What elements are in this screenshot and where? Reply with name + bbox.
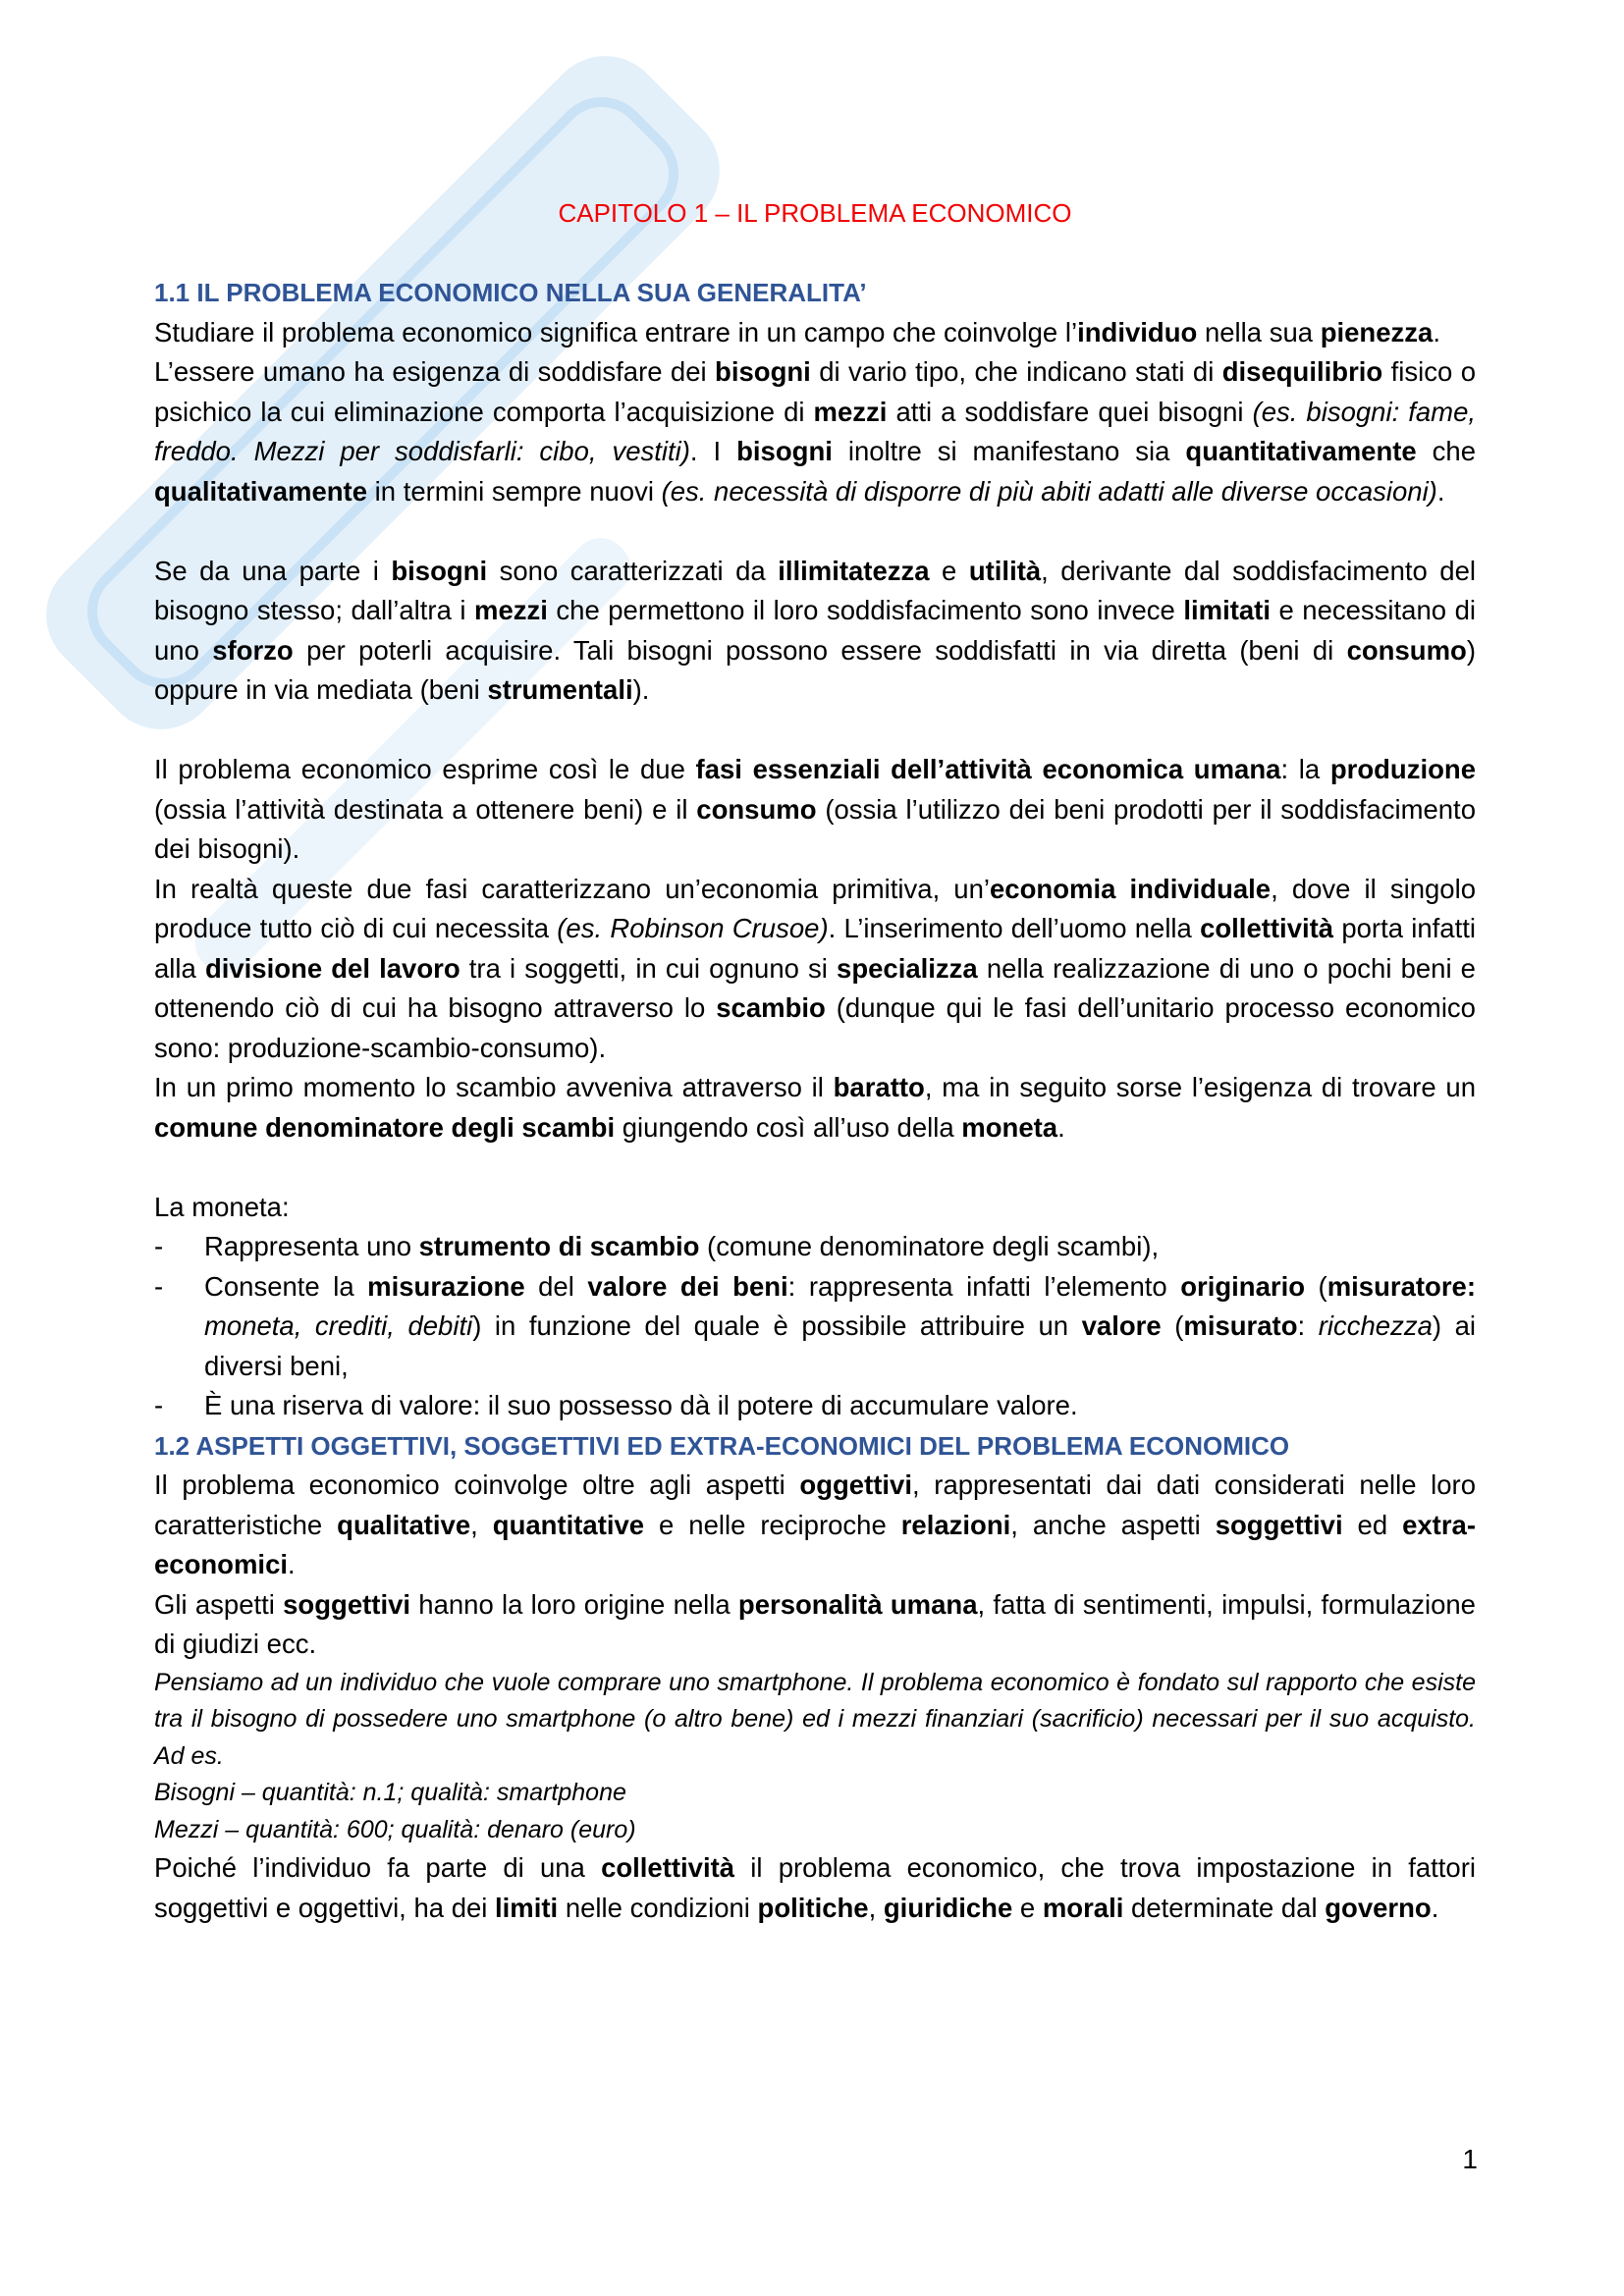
page-content xyxy=(154,193,1476,1928)
text-run: di vario tipo, che indicano stati di xyxy=(810,356,1222,387)
example-text: Pensiamo ad un individuo che vuole comprare uno smartphone. Il problema economico è fondato sul rapporto che esiste tra il bisogno di possedere uno smartphone (o altro bene) ed i mezzi finanziari (sacrificio) necessari per il suo acquisto. Ad es. xyxy=(154,1668,1476,1770)
bold-term: qualitative xyxy=(337,1509,471,1540)
text-run: Consente la xyxy=(204,1270,368,1302)
list-bullet: - xyxy=(154,1390,164,1420)
example-needs-line: Bisogni – quantità: n.1; qualità: smartphone xyxy=(154,1779,626,1806)
text-run: , rappresentati dai dati considerati nelle loro caratteristiche xyxy=(154,1469,1476,1540)
paragraph xyxy=(154,352,1476,511)
bold-term: valore dei beni xyxy=(587,1270,788,1302)
text-run: ) ai diversi beni, xyxy=(204,1310,1476,1381)
text-run: Poiché l’individuo fa parte di una xyxy=(154,1852,602,1883)
bold-term: disequilibrio xyxy=(1221,356,1383,387)
list-item xyxy=(154,1227,1476,1267)
section-1-2 xyxy=(154,1426,1476,1929)
text-run: La moneta: xyxy=(154,1191,290,1222)
bold-term: limiti xyxy=(495,1892,559,1923)
text-run: . xyxy=(1436,475,1445,507)
section-1-1 xyxy=(154,273,1476,1426)
text-run: che permettono il loro soddisfacimento sono invece xyxy=(547,595,1184,625)
text-run: . xyxy=(1057,1111,1065,1143)
bold-term: politiche xyxy=(757,1892,869,1923)
money-functions-list xyxy=(154,1227,1476,1426)
text-run: , xyxy=(868,1892,884,1923)
text-run: : la xyxy=(1280,754,1330,784)
text-run: fisico o psichico la cui eliminazione comporta l’acquisizione di xyxy=(154,356,1476,427)
bold-term: specializza xyxy=(837,952,978,984)
italic-example: ricchezza xyxy=(1318,1310,1433,1341)
text-run: e necessitano di uno xyxy=(154,595,1476,666)
text-run: Se da una parte i xyxy=(154,555,392,586)
paragraph xyxy=(154,1068,1476,1148)
list-item-text xyxy=(204,1390,1078,1420)
list-bullet: - xyxy=(154,1270,164,1302)
paragraph xyxy=(154,1585,1476,1665)
text-run: ) in funzione del quale è possibile attribuire un xyxy=(472,1310,1082,1341)
bold-term: oggettivi xyxy=(799,1469,912,1500)
text-run: , dove il singolo produce tutto ciò di cui necessita xyxy=(154,873,1476,943)
text-run: È una riserva di valore: il suo possesso dà il potere di accumulare valore. xyxy=(204,1390,1078,1420)
bold-term: collettività xyxy=(601,1852,735,1883)
bold-term: collettività xyxy=(1200,913,1334,943)
text-run: porta infatti alla xyxy=(154,913,1476,984)
text-run: Il problema economico coinvolge oltre agli aspetti xyxy=(154,1469,800,1500)
text-run: per poterli acquisire. Tali bisogni possono essere soddisfatti in via diretta (beni di xyxy=(293,634,1347,666)
example-block xyxy=(154,1665,1476,1849)
text-run: e xyxy=(1012,1892,1043,1923)
paragraph xyxy=(154,1466,1476,1585)
text-run: tra i soggetti, in cui ognuno si xyxy=(460,952,838,984)
bold-term: comune denominatore degli scambi xyxy=(154,1111,616,1143)
bold-term: consumo xyxy=(1346,634,1467,666)
text-run: ) oppure in via mediata (beni xyxy=(154,634,1476,705)
bold-term: illimitatezza xyxy=(778,555,930,586)
text-run: . xyxy=(1433,316,1440,347)
bold-term: morali xyxy=(1042,1892,1124,1923)
bold-term: consumo xyxy=(696,793,817,825)
italic-example: (es. bisogni: fame, freddo. Mezzi per soddisfarli: cibo, vestiti) xyxy=(154,396,1477,466)
bold-term: valore xyxy=(1081,1310,1162,1341)
text-run: , xyxy=(470,1509,493,1540)
text-run: L’essere umano ha esigenza di soddisfare dei xyxy=(154,356,716,387)
bold-term: utilità xyxy=(968,555,1042,586)
text-run: , fatta di sentimenti, impulsi, formulazione di giudizi ecc. xyxy=(154,1588,1476,1659)
text-run: . xyxy=(1431,1892,1439,1923)
bold-term: divisione del lavoro xyxy=(204,952,460,984)
paragraph xyxy=(154,313,1476,353)
bold-term: bisogni xyxy=(715,356,811,387)
bold-term: mezzi xyxy=(474,595,548,625)
text-run: : xyxy=(1297,1310,1319,1341)
text-run: ( xyxy=(1305,1270,1327,1302)
text-run: (ossia l’attività destinata a ottenere beni) e il xyxy=(154,793,697,825)
list-item xyxy=(154,1267,1476,1387)
bold-term: mezzi xyxy=(813,396,888,427)
text-run: (dunque qui le fasi dell’unitario processo economico sono: produzione-scambio-consumo). xyxy=(154,992,1476,1063)
text-run: (comune denominatore degli scambi), xyxy=(699,1231,1160,1261)
text-run: , derivante dal soddisfacimento del bisogno stesso; dall’altra i xyxy=(154,555,1477,625)
text-run: . L’inserimento dell’uomo nella xyxy=(828,913,1201,943)
italic-example: (es. necessità di disporre di più abiti adatti alle diverse occasioni) xyxy=(661,475,1437,507)
text-run: del xyxy=(524,1270,588,1302)
bold-term: baratto xyxy=(833,1072,925,1102)
bold-term: qualitativamente xyxy=(154,475,368,507)
text-run: determinate dal xyxy=(1123,1892,1326,1923)
paragraph xyxy=(154,552,1476,711)
section-heading: 1.1 IL PROBLEMA ECONOMICO NELLA SUA GENERALITA’ xyxy=(154,278,867,307)
bold-term: relazioni xyxy=(900,1509,1011,1540)
paragraph xyxy=(154,870,1476,1069)
bold-term: misurazione xyxy=(367,1270,525,1302)
bold-term: personalità umana xyxy=(737,1588,978,1620)
bold-term: individuo xyxy=(1077,316,1198,347)
bold-term: sforzo xyxy=(212,634,294,666)
text-run: e xyxy=(929,555,969,586)
bold-term: bisogni xyxy=(391,555,488,586)
text-run: che xyxy=(1416,436,1477,466)
page-number: 1 xyxy=(1462,2144,1478,2174)
bold-term: misurato xyxy=(1183,1310,1298,1341)
section-heading: 1.2 ASPETTI OGGETTIVI, SOGGETTIVI ED EXTRA-ECONOMICI DEL PROBLEMA ECONOMICO xyxy=(154,1430,1290,1461)
bold-term: giuridiche xyxy=(883,1892,1013,1923)
text-run: ed xyxy=(1342,1509,1403,1540)
text-run: In un primo momento lo scambio avveniva attraverso il xyxy=(154,1072,834,1102)
text-run: Gli aspetti xyxy=(154,1588,284,1620)
text-run: inoltre si manifestano sia xyxy=(832,436,1186,466)
bold-term: moneta xyxy=(961,1111,1058,1143)
text-run: In realtà queste due fasi caratterizzano un’economia primitiva, un’ xyxy=(154,873,991,904)
text-run: in termini sempre nuovi xyxy=(367,475,662,507)
text-run: sono caratterizzati da xyxy=(487,555,779,586)
bold-term: produzione xyxy=(1329,754,1477,784)
bold-term: strumentali xyxy=(487,674,633,705)
text-run: nella realizzazione di uno o pochi beni e ottenendo ciò di cui ha bisogno attraverso lo xyxy=(154,952,1476,1023)
bold-term: bisogni xyxy=(736,436,833,466)
bold-term: governo xyxy=(1325,1892,1432,1923)
bold-term: quantitative xyxy=(492,1509,645,1540)
list-item xyxy=(154,1386,1476,1426)
italic-example: moneta, crediti, debiti xyxy=(204,1310,473,1341)
text-run: , ma in seguito sorse l’esigenza di trovare un xyxy=(924,1072,1476,1102)
bold-term: pienezza xyxy=(1320,316,1434,347)
text-run: atti a soddisfare quei bisogni xyxy=(887,396,1253,427)
text-run: il problema economico, che trova impostazione in fattori soggettivi e oggettivi, ha dei xyxy=(154,1852,1476,1923)
bold-term: limitati xyxy=(1183,595,1271,625)
list-bullet: - xyxy=(154,1231,164,1261)
bold-term: misuratore: xyxy=(1326,1270,1476,1302)
list-item-text xyxy=(204,1231,1159,1261)
text-run: e nelle reciproche xyxy=(644,1509,901,1540)
bold-term: soggettivi xyxy=(283,1588,411,1620)
text-run: nelle condizioni xyxy=(558,1892,758,1923)
bold-term: extra-economici xyxy=(154,1509,1476,1579)
text-run: ( xyxy=(1161,1310,1184,1341)
list-intro xyxy=(154,1188,1476,1228)
text-run: hanno la loro origine nella xyxy=(410,1588,738,1620)
bold-term: scambio xyxy=(716,992,826,1023)
text-run: Studiare il problema economico significa entrare in un campo che coinvolge l’ xyxy=(154,316,1078,347)
list-item-text xyxy=(204,1271,1476,1381)
closing-paragraph xyxy=(154,1848,1476,1928)
bold-term: economia individuale xyxy=(990,873,1272,904)
text-run: , anche aspetti xyxy=(1010,1509,1216,1540)
bold-term: strumento di scambio xyxy=(418,1231,700,1261)
italic-example: (es. Robinson Crusoe) xyxy=(557,913,829,943)
text-run: Rappresenta uno xyxy=(204,1231,419,1261)
example-means-line: Mezzi – quantità: 600; qualità: denaro (euro) xyxy=(154,1815,636,1843)
bold-term: quantitativamente xyxy=(1185,436,1417,466)
text-run: . I xyxy=(689,436,737,466)
bold-term: soggettivi xyxy=(1215,1509,1343,1540)
chapter-title: CAPITOLO 1 – IL PROBLEMA ECONOMICO xyxy=(558,198,1072,228)
text-run: Il problema economico esprime così le due xyxy=(154,754,696,784)
bold-term: originario xyxy=(1180,1270,1306,1302)
text-run: ). xyxy=(632,674,650,705)
bold-term: fasi essenziali dell’attività economica umana xyxy=(695,754,1281,784)
text-run: nella sua xyxy=(1197,316,1321,347)
text-run: : rappresenta infatti l’elemento xyxy=(787,1270,1181,1302)
text-run: giungendo così all’uso della xyxy=(615,1111,962,1143)
text-run: (ossia l’utilizzo dei beni prodotti per il soddisfacimento dei bisogni). xyxy=(154,793,1476,864)
paragraph xyxy=(154,750,1476,870)
text-run: . xyxy=(288,1549,296,1579)
